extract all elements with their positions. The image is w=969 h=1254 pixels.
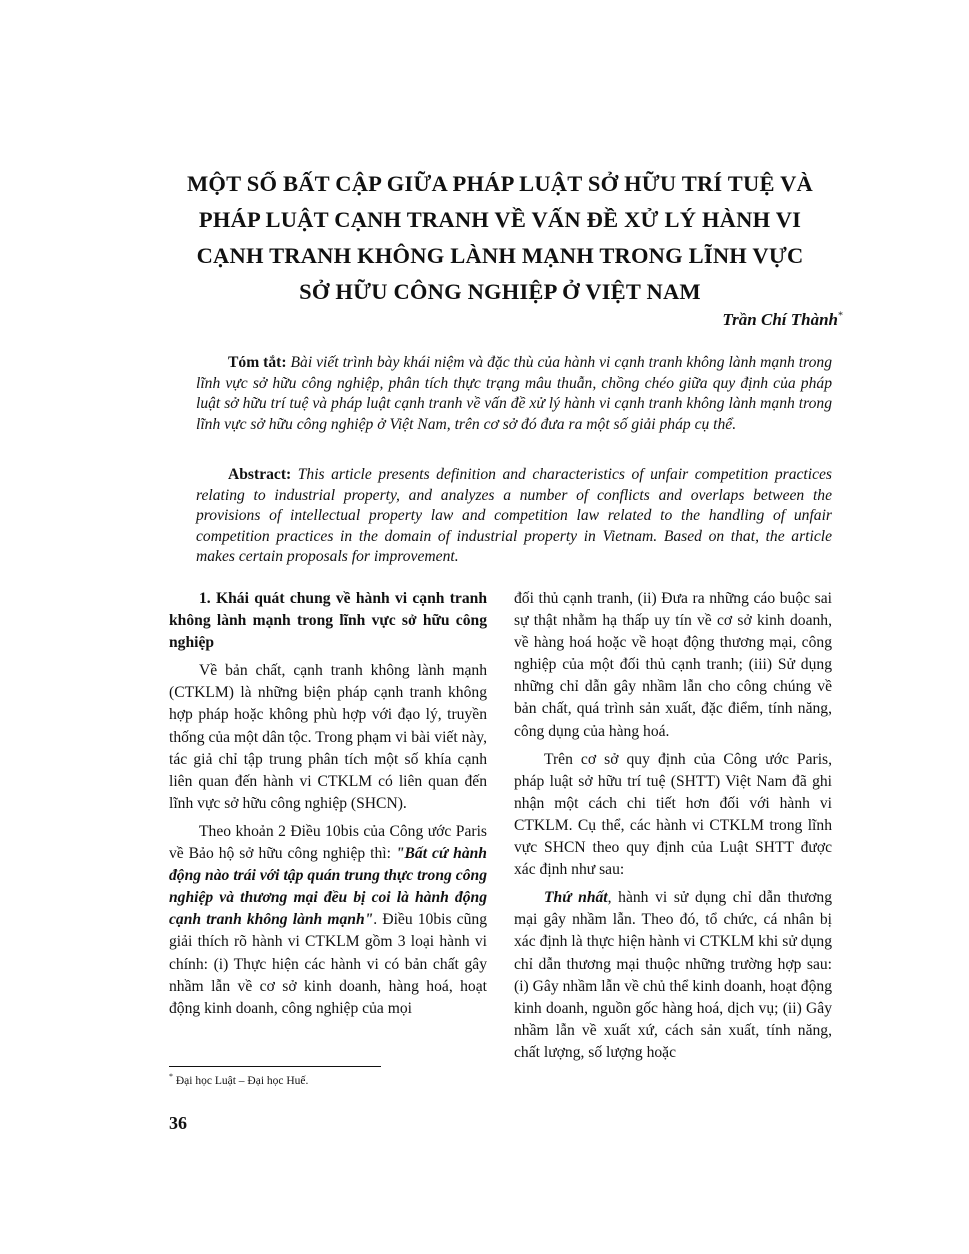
abstract-english <box>196 465 832 568</box>
footnote-text: Đại học Luật – Đại học Huế. <box>175 1074 309 1087</box>
paragraph-text: , hành vi sử dụng chỉ dẫn thương mại gây nhầm lẫn. Theo đó, tổ chức, cá nhân bị xác định là thực hiện hành vi CTKLM khi sử dụng chỉ dẫn thương mại thuộc những trường hợp sau: (i) Gây nhầm lẫn về chủ thể kinh doanh, hoạt động kinh doanh, nguồn gốc hàng hoá, dịch vụ; (ii) Gây nhầm lẫn về xuất xứ, cách sản xuất, tính năng, chất lượng, số lượng hoặc <box>514 889 832 1061</box>
paris-convention-quote: "Bất cứ hành động nào trái với tập quán trung thực trong công nghiệp và thương mại đều bị coi là hành động cạnh tranh không lành mạnh" <box>169 845 487 929</box>
abstract-vi-label: Tóm tắt: <box>228 354 287 371</box>
paragraph-text: Theo khoản 2 Điều 10bis của Công ước Paris về Bảo hộ sở hữu công nghiệp thì: <box>169 822 487 863</box>
title-line: MỘT SỐ BẤT CẬP GIỮA PHÁP LUẬT SỞ HỮU TRÍ TUỆ VÀ <box>187 171 813 196</box>
paragraph-text: . Điều 10bis cũng giải thích rõ hành vi CTKLM gồm 3 loại hành vi chính: (i) Thực hiện các hành vi có bản chất gây nhầm lẫn về cơ sở kinh doanh, hàng hoá, hoạt động kinh doanh, công nghiệp của mọi <box>169 911 487 1017</box>
paragraph: đối thủ cạnh tranh, (ii) Đưa ra những cáo buộc sai sự thật nhằm hạ thấp uy tín về cơ sở kinh doanh, về hàng hoá hoặc về hoạt động thương mại, công nghiệp của một đối thủ cạnh tranh; (iii) Sử dụng những chỉ dẫn gây nhầm lẫn cho công chúng về bản chất, quá trình sản xuất, đặc điểm, tính năng, công dụng của hàng hoá. <box>514 590 832 740</box>
abstract-vi-text: Bài viết trình bày khái niệm và đặc thù của hành vi cạnh tranh không lành mạnh trong lĩnh vực sở hữu công nghiệp, phân tích thực trạng mâu thuẫn, chồng chéo giữa quy định của pháp luật sở hữu trí tuệ và pháp luật cạnh tranh về vấn đề xử lý hành vi cạnh tranh không lành mạnh trong lĩnh vực sở hữu công nghiệp ở Việt Nam, trên cơ sở đó đưa ra một số giải pháp cụ thể. <box>196 354 832 433</box>
footnote <box>169 1072 308 1087</box>
paragraph: Trên cơ sở quy định của Công ước Paris, pháp luật sở hữu trí tuệ (SHTT) Việt Nam đã ghi nhận một cách chi tiết hơn đối với hành vi CTKLM. Cụ thể, các hành vi CTKLM trong lĩnh vực SHCN theo quy định của Luật SHTT được xác định như sau: <box>514 750 832 879</box>
author <box>722 310 843 330</box>
footnote-divider <box>169 1066 381 1067</box>
paragraph: Về bản chất, cạnh tranh không lành mạnh (CTKLM) là những biện pháp cạnh tranh không hợp pháp hoặc không phù hợp với đạo lý, truyền thống của một dân tộc. Trong phạm vi bài viết này, tác giả chỉ tập trung phân tích một số khía cạnh liên quan đến hành vi CTKLM có liên quan đến lĩnh vực sở hữu công nghiệp (SHCN). <box>169 662 487 812</box>
paragraph-lead: Thứ nhất <box>544 889 608 907</box>
abstract-en-text: This article presents definition and characteristics of unfair competition practices relating to industrial property, and analyzes a number of conflicts and overlaps between the provisions of intellectual property law and competition law related to the handling of unfair competition practices in the domain of industrial property in Vietnam. Based on that, the article makes certain proposals for improvement. <box>196 466 832 566</box>
author-footnote-mark: * <box>838 310 843 322</box>
title-line: CẠNH TRANH KHÔNG LÀNH MẠNH TRONG LĨNH VỰC <box>196 243 804 268</box>
left-column <box>169 588 487 1026</box>
author-name: Trần Chí Thành <box>722 310 838 329</box>
title-line: PHÁP LUẬT CẠNH TRANH VỀ VẤN ĐỀ XỬ LÝ HÀNH VI <box>198 207 802 232</box>
section-heading: 1. Khái quát chung về hành vi cạnh tranh không lành mạnh trong lĩnh vực sở hữu công nghiệp <box>169 590 487 652</box>
footnote-mark: * <box>169 1072 173 1081</box>
abstract-vietnamese <box>196 353 832 435</box>
right-column <box>514 588 832 1070</box>
paragraph <box>169 821 487 1020</box>
title-line: SỞ HỮU CÔNG NGHIỆP Ở VIỆT NAM <box>299 279 701 304</box>
page-number: 36 <box>169 1113 187 1133</box>
paper-title <box>150 166 850 310</box>
abstract-en-label: Abstract: <box>228 466 292 483</box>
paragraph <box>514 887 832 1064</box>
